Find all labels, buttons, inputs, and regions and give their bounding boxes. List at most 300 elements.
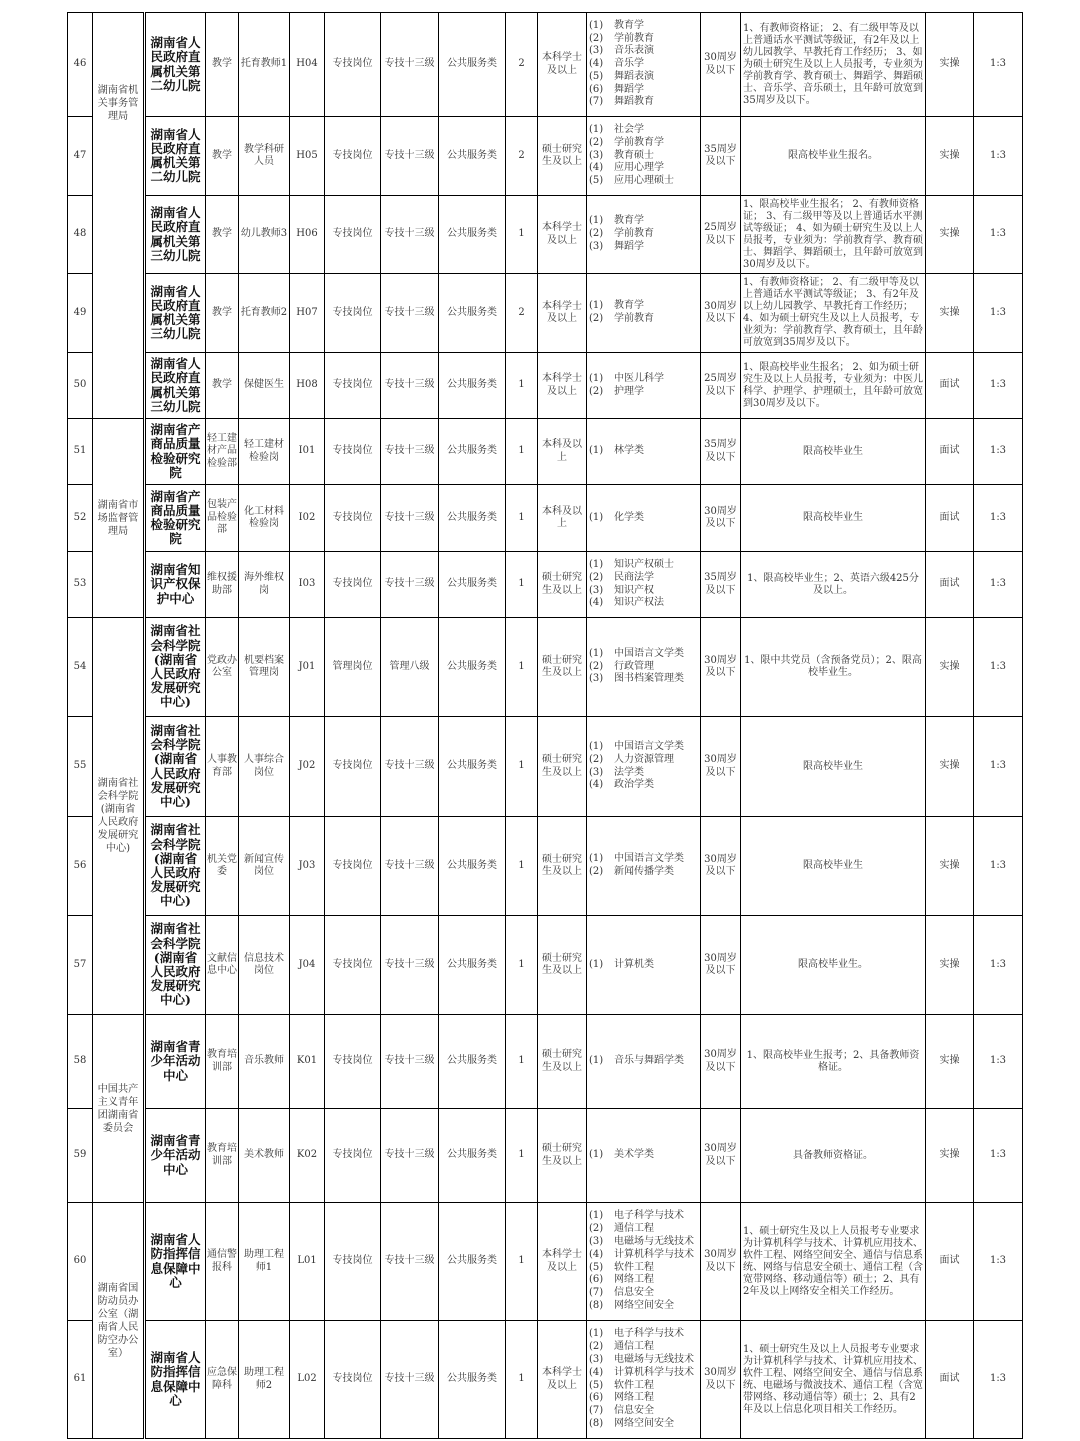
other-requirements: 限高校毕业生。 — [798, 959, 868, 970]
headcount-cell — [506, 1321, 538, 1439]
table-row — [68, 717, 1023, 817]
education-requirement-cell — [538, 353, 587, 419]
table-row — [68, 916, 1023, 1015]
major-name: 网络空间安全 — [614, 1417, 674, 1429]
office-name: 人事教育部 — [207, 754, 237, 778]
age-limit-cell — [701, 274, 741, 353]
employer-unit-cell — [145, 1015, 206, 1109]
post-level-cell — [381, 419, 439, 485]
office-name: 教学 — [212, 228, 232, 240]
office-name: 机关党委 — [207, 853, 237, 877]
exam-method: 实操 — [939, 660, 960, 672]
education-requirement: 硕士研究生及以上 — [542, 952, 582, 976]
post-level: 专技十三级 — [384, 1149, 435, 1161]
major-item — [589, 853, 684, 866]
other-requirements: 1、硕士研究生及以上人员报考专业要求为计算机科学与技术、计算机应用技术、软件工程、网络空间安全、通信与信息系统、电磁场与微波技术、通信工程（含宽带网络、移动通信等）硕士；2、具有2年及以上信息化项目相关工作经历。 — [743, 1343, 923, 1415]
post-name: 新闻宣传岗位 — [244, 853, 284, 877]
age-limit-cell — [701, 196, 741, 274]
post-code: I01 — [298, 445, 316, 457]
major-item — [589, 45, 654, 58]
major-item — [589, 33, 654, 46]
office-name-cell — [206, 618, 239, 717]
major-requirements-cell — [587, 419, 701, 485]
headcount-cell — [506, 1203, 538, 1321]
office-name-cell — [206, 916, 239, 1015]
post-level: 专技十三级 — [384, 760, 435, 772]
post-name: 海外维权岗 — [244, 572, 284, 596]
recruit-category: 公共服务类 — [447, 1149, 497, 1161]
major-name: 音乐与舞蹈学类 — [614, 1055, 684, 1067]
major-name: 教育硕士 — [614, 149, 654, 161]
headcount-cell — [506, 196, 538, 274]
post-code-cell — [290, 13, 325, 117]
office-name-cell — [206, 717, 239, 817]
major-name: 新闻传播学类 — [614, 866, 674, 877]
seq-number-cell — [68, 1321, 93, 1439]
exam-method: 实操 — [939, 958, 960, 970]
exam-method: 实操 — [939, 1149, 960, 1161]
major-item — [589, 1354, 694, 1367]
age-limit-cell — [701, 916, 741, 1015]
major-item — [589, 572, 674, 585]
major-item — [589, 1287, 694, 1300]
major-item — [589, 1236, 694, 1249]
exam-method-cell — [926, 13, 974, 117]
other-requirements-cell — [741, 552, 926, 618]
recruit-category: 公共服务类 — [447, 578, 497, 590]
major-index: (5) — [589, 1261, 604, 1273]
major-item — [589, 559, 674, 572]
major-index: (2) — [589, 571, 604, 583]
post-code-cell — [290, 717, 325, 817]
employer-unit-cell — [145, 13, 206, 117]
major-index: (3) — [589, 240, 604, 252]
education-requirement: 硕士研究生及以上 — [542, 1143, 582, 1167]
education-requirement-cell — [538, 1203, 587, 1321]
table-row — [68, 618, 1023, 717]
exam-method-cell — [926, 274, 974, 353]
exam-ratio: 1:3 — [989, 1255, 1007, 1267]
seq-number-cell — [68, 13, 93, 117]
employer-unit: 湖南省社会科学院(湖南省人民政府发展研究中心) — [150, 623, 201, 710]
table-row — [68, 353, 1023, 419]
post-type: 专技岗位 — [332, 760, 373, 772]
recruit-category: 公共服务类 — [447, 306, 497, 318]
exam-ratio-cell — [974, 1203, 1023, 1321]
recruit-category: 公共服务类 — [447, 1255, 497, 1267]
post-name-cell — [239, 916, 290, 1015]
age-limit-cell — [701, 1203, 741, 1321]
major-index: (2) — [589, 32, 604, 44]
table-body — [68, 13, 1023, 1439]
seq-number: 47 — [73, 149, 87, 161]
post-code: H07 — [296, 306, 318, 318]
age-limit: 30周岁及以下 — [704, 1367, 737, 1391]
post-code: J02 — [298, 760, 316, 772]
table-row — [68, 117, 1023, 196]
major-item — [589, 1262, 694, 1275]
post-level: 专技十三级 — [384, 578, 435, 590]
post-type-cell — [325, 1321, 381, 1439]
post-type-cell — [325, 817, 381, 916]
major-index: (1) — [589, 19, 604, 31]
major-index: (1) — [589, 740, 604, 752]
recruit-category-cell — [439, 1321, 506, 1439]
major-item — [589, 373, 664, 386]
headcount-cell — [506, 916, 538, 1015]
major-name: 教育学 — [614, 300, 644, 312]
major-index: (2) — [589, 1223, 604, 1235]
office-name: 包装产品检验部 — [207, 499, 237, 536]
major-index: (1) — [589, 558, 604, 570]
major-item — [589, 1300, 694, 1313]
age-limit: 25周岁及以下 — [704, 373, 737, 397]
exam-ratio-cell — [974, 274, 1023, 353]
office-name-cell — [206, 1015, 239, 1109]
major-requirements-cell — [587, 618, 701, 717]
exam-method-cell — [926, 817, 974, 916]
table-row — [68, 1203, 1023, 1321]
education-requirement-cell — [538, 419, 587, 485]
exam-ratio-cell — [974, 485, 1023, 552]
major-index: (5) — [589, 70, 604, 82]
recruit-category-cell — [439, 274, 506, 353]
exam-method-cell — [926, 1109, 974, 1203]
headcount: 1 — [518, 445, 525, 457]
post-level-cell — [381, 618, 439, 717]
major-name: 舞蹈教育 — [614, 96, 654, 108]
seq-number-cell — [68, 1109, 93, 1203]
major-item — [589, 300, 654, 313]
table-row — [68, 552, 1023, 618]
seq-number-cell — [68, 485, 93, 552]
office-name: 党政办公室 — [207, 654, 237, 678]
post-name: 幼儿教师3 — [240, 228, 288, 240]
major-item — [589, 1055, 684, 1068]
major-list — [589, 1210, 694, 1312]
post-type: 专技岗位 — [332, 306, 373, 318]
major-index: (1) — [589, 300, 604, 312]
table-row — [68, 1109, 1023, 1203]
employer-unit-cell — [145, 717, 206, 817]
major-item — [589, 585, 674, 598]
education-requirement: 本科学士及以上 — [542, 52, 582, 76]
major-name: 知识产权法 — [614, 597, 664, 609]
major-name: 政治学类 — [614, 779, 654, 791]
major-requirements-cell — [587, 196, 701, 274]
post-code: J03 — [298, 859, 316, 871]
major-name: 信息安全 — [614, 1405, 654, 1417]
major-list — [589, 853, 684, 879]
post-code: H06 — [296, 228, 318, 240]
major-item — [589, 386, 664, 399]
major-item — [589, 1418, 694, 1431]
exam-ratio-cell — [974, 196, 1023, 274]
post-level-cell — [381, 353, 439, 419]
post-level-cell — [381, 117, 439, 196]
other-requirements-cell — [741, 916, 926, 1015]
post-level-cell — [381, 1015, 439, 1109]
headcount-cell — [506, 419, 538, 485]
other-requirements: 限高校毕业生 — [803, 860, 863, 871]
post-type-cell — [325, 274, 381, 353]
major-item — [589, 71, 654, 84]
other-requirements-cell — [741, 817, 926, 916]
table-row — [68, 485, 1023, 552]
major-index: (7) — [589, 1287, 604, 1299]
major-index: (8) — [589, 1299, 604, 1311]
post-code: K01 — [296, 1055, 318, 1067]
exam-ratio-cell — [974, 618, 1023, 717]
exam-ratio: 1:3 — [989, 660, 1007, 672]
major-list — [589, 1149, 654, 1162]
post-type: 专技岗位 — [332, 511, 373, 523]
major-name: 学前教育 — [614, 228, 654, 240]
post-code-cell — [290, 274, 325, 353]
post-name-cell — [239, 552, 290, 618]
seq-number: 59 — [73, 1149, 87, 1161]
major-name: 软件工程 — [614, 1379, 654, 1391]
age-limit: 30周岁及以下 — [704, 300, 737, 324]
major-name: 通信工程 — [614, 1223, 654, 1235]
major-list — [589, 959, 654, 972]
major-index: (6) — [589, 1274, 604, 1286]
post-type: 专技岗位 — [332, 1055, 373, 1067]
exam-method: 实操 — [939, 306, 960, 318]
post-type-cell — [325, 717, 381, 817]
post-name-cell — [239, 13, 290, 117]
post-code-cell — [290, 1321, 325, 1439]
seq-number-cell — [68, 618, 93, 717]
education-requirement: 硕士研究生及以上 — [542, 572, 582, 596]
age-limit: 30周岁及以下 — [704, 654, 737, 678]
other-requirements: 限高校毕业生 — [803, 512, 863, 523]
major-index: (2) — [589, 753, 604, 765]
education-requirement: 硕士研究生及以上 — [542, 853, 582, 877]
employer-unit-cell — [145, 817, 206, 916]
major-name: 护理学 — [614, 385, 644, 397]
major-list — [589, 512, 644, 525]
major-name: 美术学类 — [614, 1149, 654, 1161]
major-item — [589, 1149, 654, 1162]
major-index: (7) — [589, 1405, 604, 1417]
major-item — [589, 445, 644, 458]
major-name: 信息安全 — [614, 1287, 654, 1299]
seq-number: 61 — [73, 1373, 87, 1385]
other-requirements: 1、限高校毕业生报名； 2、如为硕士研究生及以上人员报考，专业须为：中医儿科学、护理学、护理硕士，且年龄可放宽到30周岁及以下。 — [743, 361, 923, 409]
education-requirement-cell — [538, 817, 587, 916]
post-code-cell — [290, 817, 325, 916]
major-item — [589, 175, 674, 188]
age-limit-cell — [701, 552, 741, 618]
seq-number: 56 — [73, 859, 87, 871]
age-limit: 30周岁及以下 — [704, 853, 737, 877]
major-item — [589, 1392, 694, 1405]
major-name: 中医儿科学 — [614, 372, 664, 384]
major-name: 电子科学与技术 — [614, 1328, 684, 1340]
major-name: 中国语言文学类 — [614, 740, 684, 752]
education-requirement: 硕士研究生及以上 — [542, 1049, 582, 1073]
major-index: (2) — [589, 385, 604, 397]
headcount-cell — [506, 1109, 538, 1203]
competent-department-cell — [93, 1203, 145, 1439]
recruit-category: 公共服务类 — [447, 660, 497, 672]
major-item — [589, 58, 654, 71]
exam-method-cell — [926, 916, 974, 1015]
headcount: 1 — [518, 1373, 525, 1385]
exam-method-cell — [926, 618, 974, 717]
major-name: 中国语言文学类 — [614, 853, 684, 865]
post-type-cell — [325, 117, 381, 196]
major-index: (1) — [589, 372, 604, 384]
office-name-cell — [206, 274, 239, 353]
office-name-cell — [206, 485, 239, 552]
major-name: 音乐表演 — [614, 45, 654, 57]
education-requirement-cell — [538, 1321, 587, 1439]
major-item — [589, 1380, 694, 1393]
major-index: (8) — [589, 1417, 604, 1429]
education-requirement: 本科及以上 — [542, 439, 582, 463]
seq-number: 57 — [73, 958, 87, 970]
other-requirements: 1、硕士研究生及以上人员报考专业要求为计算机科学与技术、计算机应用技术、软件工程、网络空间安全、通信与信息系统、网络与信息安全硕士、通信工程（含宽带网络、移动通信等）硕士；2、具有2年及以上网络安全相关工作经历。 — [743, 1225, 923, 1297]
seq-number: 50 — [73, 379, 87, 391]
post-type: 专技岗位 — [332, 1149, 373, 1161]
major-item — [589, 866, 684, 879]
major-requirements-cell — [587, 13, 701, 117]
major-index: (4) — [589, 58, 604, 70]
employer-unit-cell — [145, 274, 206, 353]
employer-unit: 湖南省人民政府直属机关第二幼儿院 — [150, 126, 201, 185]
exam-method: 面试 — [939, 511, 960, 523]
exam-ratio: 1:3 — [989, 859, 1007, 871]
exam-method-cell — [926, 485, 974, 552]
post-level: 专技十三级 — [384, 445, 435, 457]
major-name: 通信工程 — [614, 1341, 654, 1353]
employer-unit: 湖南省产商品质量检验研究院 — [150, 488, 201, 547]
headcount: 1 — [518, 1255, 525, 1267]
post-code: H04 — [296, 58, 318, 70]
office-name-cell — [206, 419, 239, 485]
other-requirements-cell — [741, 1321, 926, 1439]
office-name-cell — [206, 1321, 239, 1439]
exam-method-cell — [926, 1015, 974, 1109]
other-requirements: 1、限高校毕业生报名； 2、有教师资格证； 3、有二级甲等及以上普通话水平测试等级证； 4、如为硕士研究生及以上人员报考，专业须为：学前教育学、教育硕士、舞蹈学、舞蹈硕士，且年龄可放宽到30周岁及以下。 — [743, 198, 923, 270]
headcount: 2 — [518, 306, 525, 318]
exam-ratio-cell — [974, 552, 1023, 618]
post-level-cell — [381, 916, 439, 1015]
major-item — [589, 84, 654, 97]
post-type-cell — [325, 13, 381, 117]
recruit-category: 公共服务类 — [447, 511, 497, 523]
major-name: 电磁场与无线技术 — [614, 1353, 694, 1365]
recruit-category-cell — [439, 196, 506, 274]
exam-method: 实操 — [939, 859, 960, 871]
other-requirements: 具备教师资格证。 — [793, 1149, 873, 1161]
other-requirements: 1、限高校毕业生报考；2、具备教师资格证。 — [746, 1049, 920, 1073]
major-item — [589, 754, 684, 767]
major-name: 计算机类 — [614, 958, 654, 970]
recruit-category-cell — [439, 117, 506, 196]
major-item — [589, 597, 674, 610]
education-requirement: 本科学士及以上 — [542, 1249, 582, 1273]
competent-department: 湖南省社会科学院(湖南省人民政府发展研究中心) — [97, 778, 139, 854]
employer-unit-cell — [145, 353, 206, 419]
education-requirement-cell — [538, 274, 587, 353]
seq-number: 60 — [73, 1255, 87, 1267]
major-index: (4) — [589, 162, 604, 174]
major-item — [589, 1210, 694, 1223]
office-name: 教育培训部 — [207, 1143, 237, 1167]
post-name-cell — [239, 274, 290, 353]
post-level-cell — [381, 717, 439, 817]
age-limit-cell — [701, 1109, 741, 1203]
post-level-cell — [381, 1321, 439, 1439]
recruit-category: 公共服务类 — [447, 1373, 497, 1385]
major-item — [589, 1341, 694, 1354]
employer-unit-cell — [145, 1109, 206, 1203]
major-name: 网络工程 — [614, 1274, 654, 1286]
post-code-cell — [290, 618, 325, 717]
post-level: 专技十三级 — [384, 958, 435, 970]
post-level: 专技十三级 — [384, 306, 435, 318]
recruit-category: 公共服务类 — [447, 58, 497, 70]
post-type: 专技岗位 — [332, 1373, 373, 1385]
exam-ratio-cell — [974, 717, 1023, 817]
seq-number-cell — [68, 552, 93, 618]
major-item — [589, 741, 684, 754]
education-requirement-cell — [538, 717, 587, 817]
post-level-cell — [381, 274, 439, 353]
major-name: 图书档案管理类 — [614, 673, 684, 685]
major-name: 计算机科学与技术 — [614, 1248, 694, 1260]
other-requirements: 1、限高校毕业生；2、英语六级425分及以上。 — [747, 572, 919, 596]
other-requirements-cell — [741, 618, 926, 717]
major-requirements-cell — [587, 717, 701, 817]
exam-method: 实操 — [939, 58, 960, 70]
major-requirements-cell — [587, 817, 701, 916]
post-type-cell — [325, 1203, 381, 1321]
major-name: 应用心理硕士 — [614, 175, 674, 187]
office-name-cell — [206, 353, 239, 419]
major-index: (6) — [589, 1392, 604, 1404]
exam-method: 实操 — [939, 149, 960, 161]
employer-unit-cell — [145, 552, 206, 618]
post-type-cell — [325, 419, 381, 485]
other-requirements-cell — [741, 1015, 926, 1109]
education-requirement-cell — [538, 552, 587, 618]
major-name: 学前教育 — [614, 32, 654, 44]
exam-method: 实操 — [939, 1055, 960, 1067]
post-code: H08 — [296, 379, 318, 391]
other-requirements-cell — [741, 1109, 926, 1203]
office-name: 教学 — [212, 379, 232, 391]
major-name: 舞蹈学 — [614, 83, 644, 95]
major-index: (4) — [589, 779, 604, 791]
age-limit-cell — [701, 1015, 741, 1109]
seq-number: 54 — [73, 660, 87, 672]
major-list — [589, 373, 664, 399]
post-type-cell — [325, 485, 381, 552]
major-index: (1) — [589, 958, 604, 970]
exam-method: 面试 — [939, 1373, 960, 1385]
major-name: 知识产权硕士 — [614, 558, 674, 570]
post-name: 音乐教师 — [244, 1055, 284, 1067]
competent-department-cell — [93, 618, 145, 1015]
education-requirement-cell — [538, 916, 587, 1015]
major-index: (3) — [589, 149, 604, 161]
major-name: 舞蹈表演 — [614, 70, 654, 82]
office-name: 文献信息中心 — [207, 952, 237, 976]
